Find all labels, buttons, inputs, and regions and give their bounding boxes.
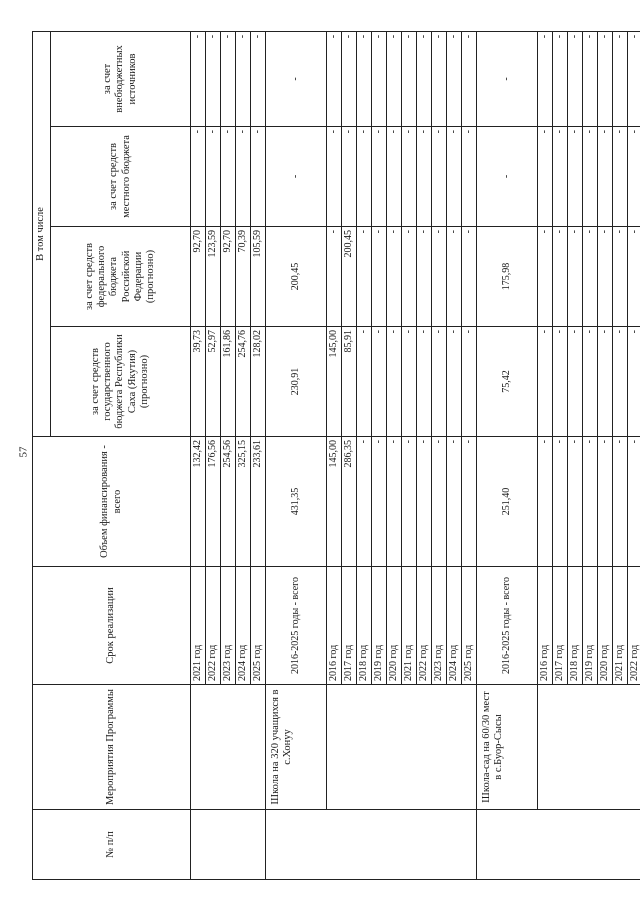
table-row: Школа на 320 учащихся в с.Хонуу 2016-2025 годы - всего 431,35 230,91 200,45 - - xyxy=(266,31,327,879)
table-row: 2020 год - - - - - xyxy=(387,31,402,879)
table-row: Школа-сад на 60/30 мест в с.Буор-Сысы 2016-2025 годы - всего 251,40 75,42 175,98 - - xyxy=(477,31,538,879)
table-row: 2025 год 233,61 128,02 105,59 - - xyxy=(251,31,266,879)
num-cell xyxy=(191,810,266,880)
table-row: 2016 год - - - - - xyxy=(538,31,553,879)
header-state: за счет средств государственного бюджета Республики Саха (Якутия) (прогнозно) xyxy=(51,327,191,437)
table-row: 2024 год 325,15 254,76 70,39 - - xyxy=(236,31,251,879)
table-row: 2017 год - - - - - xyxy=(553,31,568,879)
funding-table xyxy=(32,31,640,880)
school-1-name: Школа на 320 учащихся в с.Хонуу xyxy=(266,685,327,810)
table-row: 2023 год - - - - - xyxy=(432,31,447,879)
table-row: 2022 год 176,56 52,97 123,59 - - xyxy=(206,31,221,879)
header-num: № п/п xyxy=(33,810,191,880)
table-row: 2021 год - - - - - xyxy=(613,31,628,879)
header-total: Объем финансирования - всего xyxy=(33,437,191,567)
school-2-name: Школа-сад на 60/30 мест в с.Буор-Сысы xyxy=(477,685,538,810)
num-cell xyxy=(266,810,477,880)
header-extra: за счет внебюджетных источников xyxy=(51,31,191,126)
table-row: 2019 год - - - - - xyxy=(372,31,387,879)
table-row: 2020 год - - - - - xyxy=(598,31,613,879)
page-number: 57 xyxy=(17,446,30,458)
table-row: 2025 год - - - - - xyxy=(462,31,477,879)
table-row: 2024 год - - - - - xyxy=(447,31,462,879)
table-row: 2018 год - - - - - xyxy=(568,31,583,879)
table-row: 2018 год - - - - - xyxy=(357,31,372,879)
table-row: 2016 год 145,00 145,00 - - - xyxy=(327,31,342,879)
measure-cell xyxy=(191,685,266,810)
num-cell xyxy=(477,810,640,880)
header-period: Срок реализации xyxy=(33,567,191,685)
rotated-table-container xyxy=(32,32,640,880)
table-row: 2022 год - - - - - xyxy=(417,31,432,879)
table-row: 2023 год 254,56 161,86 92,70 - - xyxy=(221,31,236,879)
table-row: 2021 год 132,42 39,73 92,70 - - xyxy=(191,31,206,879)
table-row: 2019 год - - - - - xyxy=(583,31,598,879)
table-row: 2022 год - - - - - xyxy=(628,31,640,879)
header-measures: Мероприятия Программы xyxy=(33,685,191,810)
header-federal: за счет средств федерального бюджета Российской Федерации (прогнозно) xyxy=(51,227,191,327)
table-row: 2021 год - - - - - xyxy=(402,31,417,879)
header-including: В том числе xyxy=(33,31,51,436)
table-row: 2017 год 286,35 85,91 200,45 - - xyxy=(342,31,357,879)
header-local: за счет средств местного бюджета xyxy=(51,127,191,227)
